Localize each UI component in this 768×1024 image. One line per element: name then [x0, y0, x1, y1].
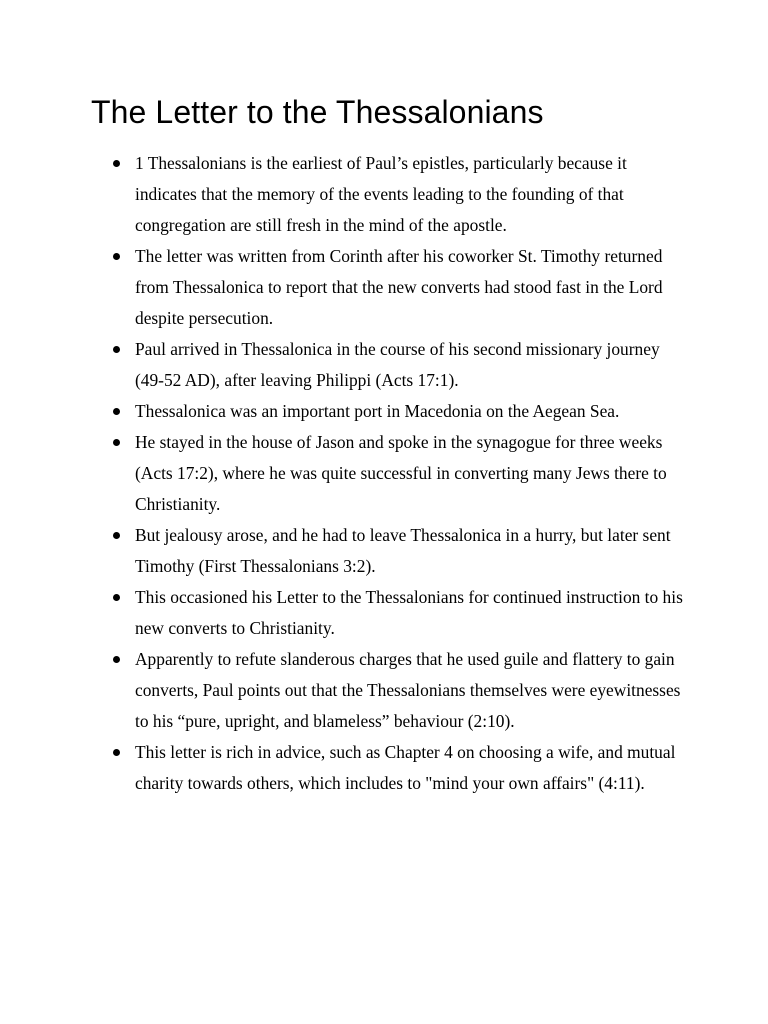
list-item [0, 241, 683, 334]
list-item-text: Paul arrived in Thessalonica in the course of his second missionary journey (49-52 AD), after leaving Philippi (Acts 17:1). [135, 339, 660, 390]
list-item-text: Apparently to refute slanderous charges that he used guile and flattery to gain converts, Paul points out that the Thessalonians themselves were eyewitnesses to his “pure, upright, and blameless” behaviour (2:10). [135, 649, 681, 731]
list-item [0, 582, 683, 644]
list-item-text: The letter was written from Corinth after his coworker St. Timothy returned from Thessalonica to report that the new converts had stood fast in the Lord despite persecution. [135, 246, 663, 328]
list-item-text: This occasioned his Letter to the Thessalonians for continued instruction to his new converts to Christianity. [135, 587, 683, 638]
list-item-text: Thessalonica was an important port in Macedonia on the Aegean Sea. [135, 401, 620, 421]
list-item-text: 1 Thessalonians is the earliest of Paul’s epistles, particularly because it indicates that the memory of the events leading to the founding of that congregation are still fresh in the mind of the apostle. [135, 153, 627, 235]
page-title: The Letter to the Thessalonians [91, 94, 544, 130]
list-item [0, 644, 683, 737]
list-item [0, 334, 683, 396]
bullet-icon [113, 749, 120, 756]
bullet-icon [113, 408, 120, 415]
list-item [0, 520, 683, 582]
bullet-icon [113, 532, 120, 539]
bullet-icon [113, 439, 120, 446]
list-item [0, 427, 683, 520]
list-item-text: This letter is rich in advice, such as Chapter 4 on choosing a wife, and mutual charity towards others, which includes to "mind your own affairs" (4:11). [135, 742, 676, 793]
list-item [0, 737, 683, 799]
bullet-icon [113, 346, 120, 353]
list-item-text: But jealousy arose, and he had to leave Thessalonica in a hurry, but later sent Timothy (First Thessalonians 3:2). [135, 525, 671, 576]
bullet-icon [113, 594, 120, 601]
list-item-text: He stayed in the house of Jason and spoke in the synagogue for three weeks (Acts 17:2), where he was quite successful in converting many Jews there to Christianity. [135, 432, 667, 514]
bullet-icon [113, 656, 120, 663]
list-item [0, 148, 683, 241]
bullet-icon [113, 160, 120, 167]
bullet-icon [113, 253, 120, 260]
list-item [0, 396, 683, 427]
bullet-list [0, 148, 768, 799]
